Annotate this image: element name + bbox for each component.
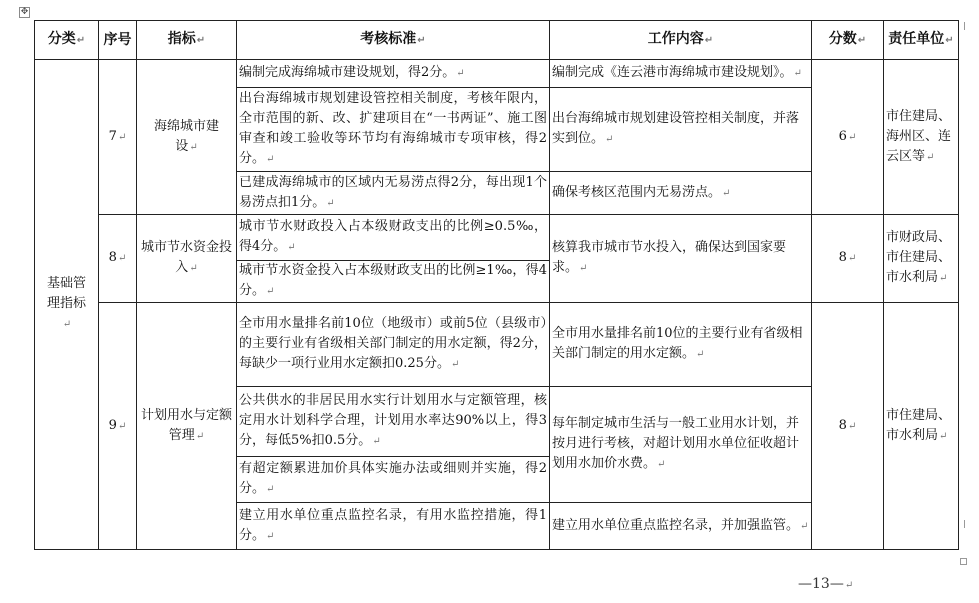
header-score: 分数↵	[812, 21, 884, 60]
standard-cell: 有超定额累进加价具体实施办法或细则并实施，得2分。↵	[237, 457, 550, 503]
row-number-9: 9↵	[99, 303, 137, 550]
header-content: 工作内容↵	[550, 21, 812, 60]
content-cell: 确保考核区范围内无易涝点。↵	[550, 172, 812, 215]
score-cell-9: 8↵	[812, 303, 884, 550]
category-cell: 基础管理指标↵	[35, 60, 99, 550]
standard-cell: 全市用水量排名前10位（地级市）或前5位（县级市）的主要行业有省级相关部门制定的用水定额，得2分，每缺少一项行业用水定额扣0.25分。↵	[237, 303, 550, 387]
score-cell-8: 8↵	[812, 215, 884, 303]
assessment-table	[34, 20, 959, 550]
header-number: 序号	[99, 21, 137, 60]
score-cell-7: 6↵	[812, 60, 884, 215]
page-number: —13—↵	[798, 576, 854, 592]
table-resize-handle-icon[interactable]	[960, 558, 967, 565]
unit-cell-7: 市住建局、海州区、连云区等↵	[884, 60, 959, 215]
unit-cell-8: 市财政局、市住建局、市水利局↵	[884, 215, 959, 303]
content-cell: 核算我市城市节水投入，确保达到国家要求。↵	[550, 215, 812, 303]
indicator-cell-9: 计划用水与定额管理↵	[137, 303, 237, 550]
header-unit: 责任单位↵	[884, 21, 959, 60]
standard-cell: 城市节水资金投入占本级财政支出的比例≥1‰，得4分。↵	[237, 261, 550, 303]
standard-cell: 公共供水的非居民用水实行计划用水与定额管理，核定用水计划科学合理，计划用水率达90%以上，得3分，每低5%扣0.5分。↵	[237, 387, 550, 457]
content-cell: 编制完成《连云港市海绵城市建设规划》。↵	[550, 60, 812, 88]
standard-cell: 城市节水财政投入占本级财政支出的比例≥0.5‰，得4分。↵	[237, 215, 550, 261]
table-row	[35, 215, 959, 261]
standard-cell: 建立用水单位重点监控名录，有用水监控措施，得1分。↵	[237, 503, 550, 550]
unit-cell-9: 市住建局、市水利局↵	[884, 303, 959, 550]
content-cell: 每年制定城市生活与一般工业用水计划，并按月进行考核，对超计划用水单位征收超计划用水加价水费。↵	[550, 387, 812, 503]
category-label: 基础管理指标	[47, 276, 87, 311]
indicator-cell-7: 海绵城市建设↵	[137, 60, 237, 215]
indicator-cell-8: 城市节水资金投入↵	[137, 215, 237, 303]
content-cell: 建立用水单位重点监控名录，并加强监管。↵	[550, 503, 812, 550]
header-category: 分类↵	[35, 21, 99, 60]
row-number-7: 7↵	[99, 60, 137, 215]
margin-tick	[964, 520, 965, 528]
header-indicator: 指标↵	[137, 21, 237, 60]
row-number-8: 8↵	[99, 215, 137, 303]
standard-cell: 出台海绵城市规划建设管控相关制度，考核年限内，全市范围的新、改、扩建项目在“一书两证”、施工图审查和竣工验收等环节均有海绵城市专项审核，得2分。↵	[237, 88, 550, 172]
standard-cell: 编制完成海绵城市建设规划，得2分。↵	[237, 60, 550, 88]
table-row	[35, 60, 959, 88]
header-standard: 考核标准↵	[237, 21, 550, 60]
standard-cell: 已建成海绵城市的区域内无易涝点得2分，每出现1个易涝点扣1分。↵	[237, 172, 550, 215]
table-move-handle-icon[interactable]: ✥	[20, 7, 29, 17]
margin-tick	[964, 22, 965, 30]
content-cell: 全市用水量排名前10位的主要行业有省级相关部门制定的用水定额。↵	[550, 303, 812, 387]
header-row	[35, 21, 959, 60]
table-row	[35, 303, 959, 387]
content-cell: 出台海绵城市规划建设管控相关制度，并落实到位。↵	[550, 88, 812, 172]
